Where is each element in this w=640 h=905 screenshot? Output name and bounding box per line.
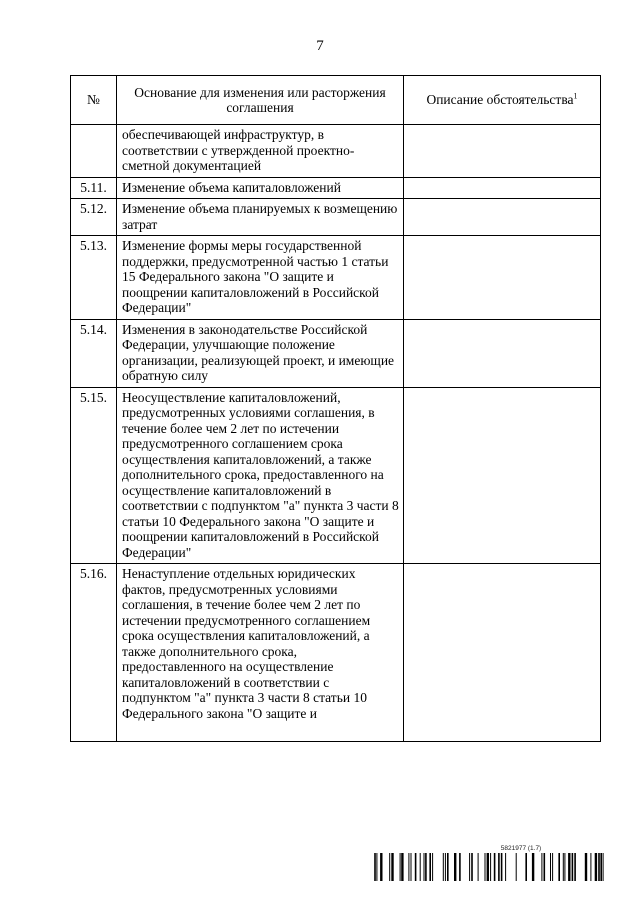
header-basis: Основание для изменения или расторжения соглашения [117, 76, 404, 125]
row-description [404, 125, 601, 178]
row-number: 5.12. [71, 199, 117, 236]
table-row [71, 199, 601, 236]
row-text: Неосуществление капиталовложений, предусмотренных условиями соглашения, в течение более чем 2 лет по истечении предусмотренного соглашением срока осуществления капиталовложений, а также дополнительного срока, предоставленного на осуществление капиталовложений в соответствии с подпунктом "а" пункта 3 части 8 статьи 10 Федерального закона "О защите и поощрении капиталовложений в Российской Федерации" [117, 387, 404, 564]
row-text: Изменение объема планируемых к возмещению затрат [117, 199, 404, 236]
table-row [71, 319, 601, 387]
row-number: 5.14. [71, 319, 117, 387]
header-number: № [71, 76, 117, 125]
table-row [71, 564, 601, 742]
row-description [404, 319, 601, 387]
row-description [404, 564, 601, 742]
row-text: Изменение объема капиталовложений [117, 177, 404, 199]
page-number: 7 [316, 38, 324, 54]
row-number: 5.13. [71, 236, 117, 320]
footnote-marker: 1 [573, 91, 578, 101]
header-description [404, 76, 601, 125]
row-number [71, 125, 117, 178]
row-description [404, 387, 601, 564]
row-number: 5.11. [71, 177, 117, 199]
row-text: Изменения в законодательстве Российской Федерации, улучшающие положение организации, реализующей проект, и имеющие обратную силу [117, 319, 404, 387]
table-row [71, 125, 601, 178]
row-number: 5.15. [71, 387, 117, 564]
row-description [404, 177, 601, 199]
row-number: 5.16. [71, 564, 117, 742]
table-row [71, 177, 601, 199]
document-code: 5821977 (1.7) [500, 845, 542, 852]
row-text: обеспечивающей инфраструктур, в соответствии с утвержденной проектно-сметной документацией [117, 125, 404, 178]
barcode [370, 853, 604, 881]
table-row [71, 236, 601, 320]
row-description [404, 236, 601, 320]
row-description [404, 199, 601, 236]
table-header-row [71, 76, 601, 125]
table-row [71, 387, 601, 564]
row-text: Ненаступление отдельных юридических фактов, предусмотренных условиями соглашения, в течение более чем 2 лет по истечении предусмотренного соглашением срока осуществления капиталовложений, а также дополнительного срока, предоставленного на осуществление капиталовложений в соответствии с подпунктом "а" пункта 3 части 8 статьи 10 Федерального закона "О защите и [117, 564, 404, 742]
row-text: Изменение формы меры государственной поддержки, предусмотренной частью 1 статьи 15 Федерального закона "О защите и поощрении капиталовложений в Российской Федерации" [117, 236, 404, 320]
grounds-table [70, 75, 601, 742]
header-description-label: Описание обстоятельства [426, 92, 574, 108]
